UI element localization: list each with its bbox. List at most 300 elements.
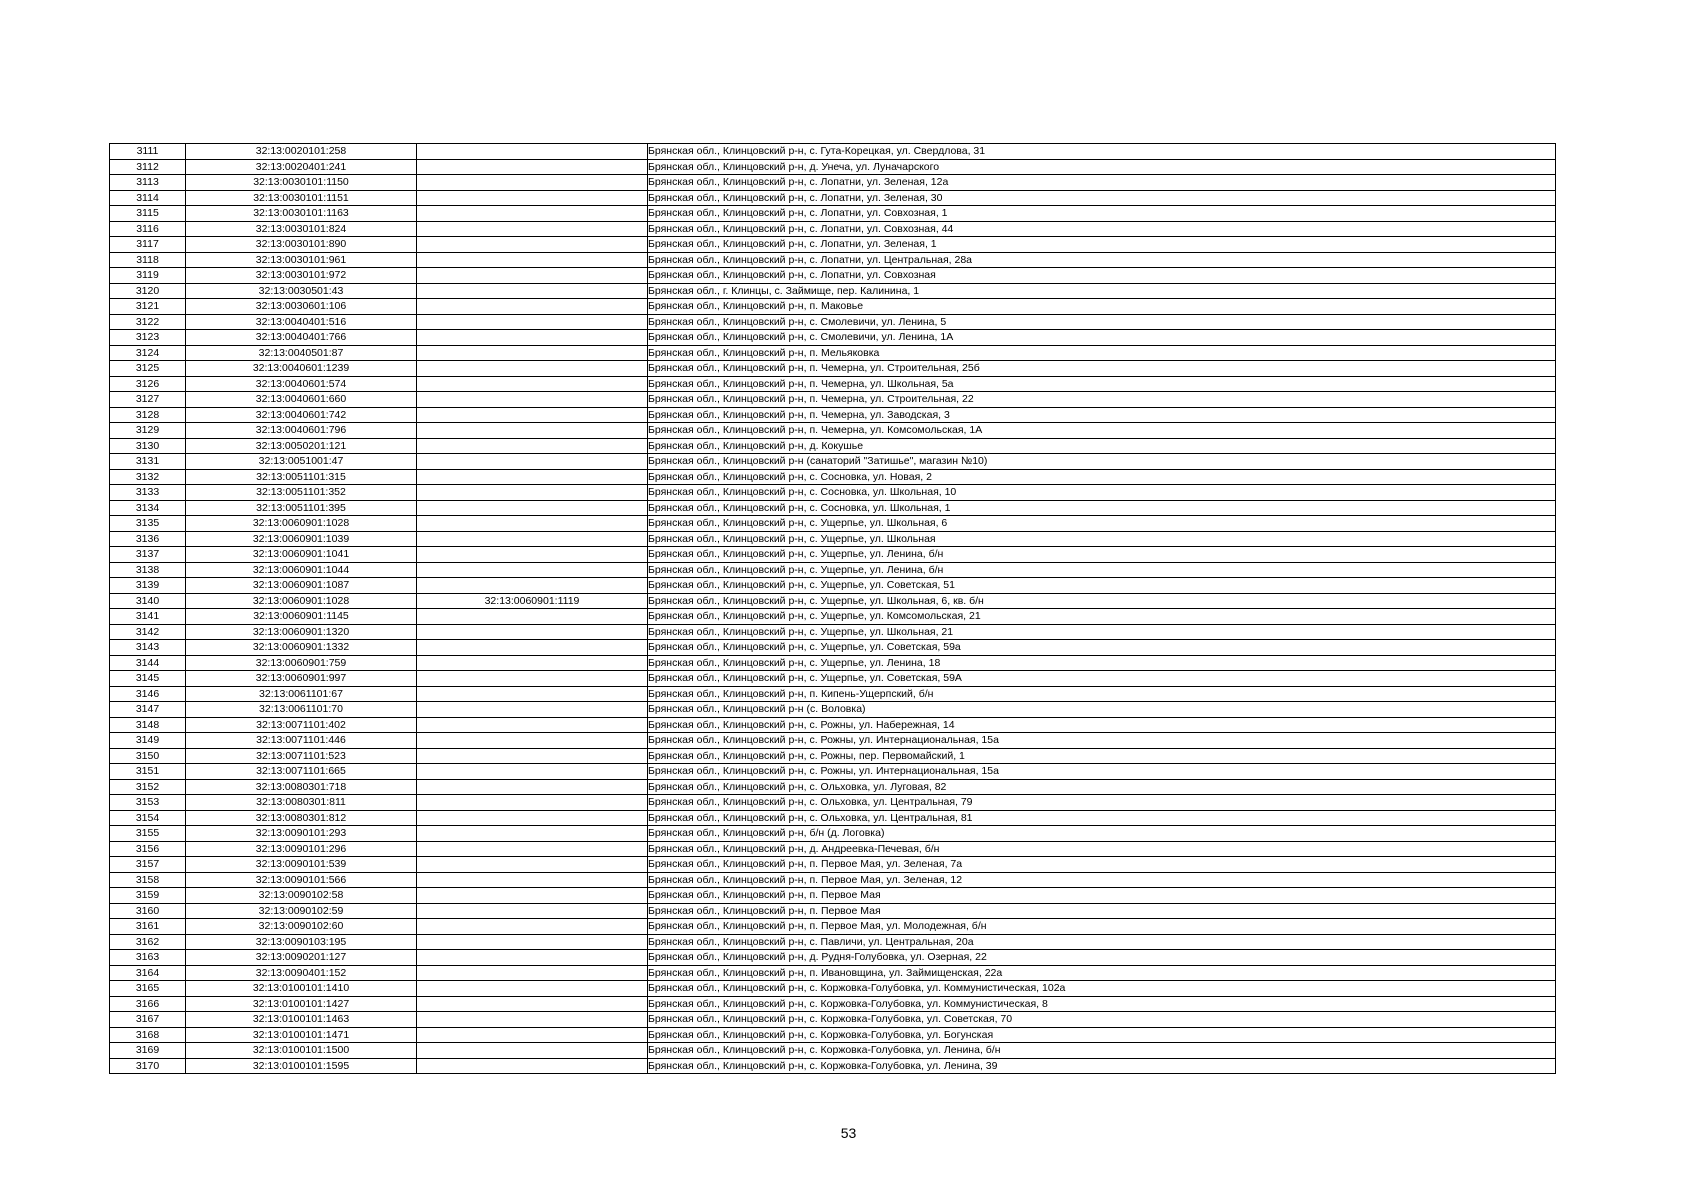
address-cell: Брянская обл., Клинцовский р-н, п. Кипень-Ущерпский, б/н [648, 686, 1556, 702]
row-number-cell: 3115 [110, 206, 186, 222]
address-cell: Брянская обл., Клинцовский р-н, п. Чемерна, ул. Заводская, 3 [648, 407, 1556, 423]
row-number-cell: 3139 [110, 578, 186, 594]
linked-cadastral-number-cell [417, 392, 648, 408]
address-cell: Брянская обл., Клинцовский р-н, д. Андреевка-Печевая, б/н [648, 841, 1556, 857]
row-number-cell: 3113 [110, 175, 186, 191]
row-number-cell: 3158 [110, 872, 186, 888]
cadastral-number-cell: 32:13:0061101:70 [186, 702, 417, 718]
linked-cadastral-number-cell [417, 159, 648, 175]
cadastral-number-cell: 32:13:0040601:574 [186, 376, 417, 392]
linked-cadastral-number-cell [417, 361, 648, 377]
cadastral-number-cell: 32:13:0060901:1028 [186, 593, 417, 609]
table-row [110, 547, 1556, 563]
cadastral-number-cell: 32:13:0090101:566 [186, 872, 417, 888]
linked-cadastral-number-cell [417, 485, 648, 501]
linked-cadastral-number-cell [417, 841, 648, 857]
table-row [110, 531, 1556, 547]
linked-cadastral-number-cell [417, 764, 648, 780]
row-number-cell: 3128 [110, 407, 186, 423]
address-cell: Брянская обл., Клинцовский р-н, с. Сосновка, ул. Школьная, 1 [648, 500, 1556, 516]
address-cell: Брянская обл., Клинцовский р-н, с. Лопатни, ул. Центральная, 28а [648, 252, 1556, 268]
table-row [110, 795, 1556, 811]
cadastral-number-cell: 32:13:0020101:258 [186, 144, 417, 160]
linked-cadastral-number-cell [417, 407, 648, 423]
table-row [110, 283, 1556, 299]
address-cell: Брянская обл., Клинцовский р-н, д. Унеча, ул. Луначарского [648, 159, 1556, 175]
cadastral-number-cell: 32:13:0051101:395 [186, 500, 417, 516]
table-row [110, 454, 1556, 470]
cadastral-number-cell: 32:13:0090101:539 [186, 857, 417, 873]
address-cell: Брянская обл., Клинцовский р-н, с. Ущерпье, ул. Школьная, 6 [648, 516, 1556, 532]
row-number-cell: 3148 [110, 717, 186, 733]
cadastral-number-cell: 32:13:0030101:1151 [186, 190, 417, 206]
table-row [110, 934, 1556, 950]
table-row [110, 299, 1556, 315]
row-number-cell: 3145 [110, 671, 186, 687]
address-cell: Брянская обл., Клинцовский р-н (санаторий "Затишье", магазин №10) [648, 454, 1556, 470]
table-row [110, 423, 1556, 439]
table-row [110, 640, 1556, 656]
linked-cadastral-number-cell [417, 609, 648, 625]
table-row [110, 1058, 1556, 1074]
linked-cadastral-number-cell [417, 826, 648, 842]
cadastral-number-cell: 32:13:0030101:972 [186, 268, 417, 284]
table-row [110, 206, 1556, 222]
linked-cadastral-number-cell [417, 237, 648, 253]
table-row [110, 655, 1556, 671]
table-row [110, 237, 1556, 253]
row-number-cell: 3117 [110, 237, 186, 253]
cadastral-number-cell: 32:13:0090101:296 [186, 841, 417, 857]
table-row [110, 392, 1556, 408]
address-cell: Брянская обл., Клинцовский р-н, п. Чемерна, ул. Комсомольская, 1А [648, 423, 1556, 439]
address-cell: Брянская обл., Клинцовский р-н, с. Павличи, ул. Центральная, 20а [648, 934, 1556, 950]
table-row [110, 702, 1556, 718]
address-cell: Брянская обл., г. Клинцы, с. Займище, пер. Калинина, 1 [648, 283, 1556, 299]
table-row [110, 593, 1556, 609]
row-number-cell: 3170 [110, 1058, 186, 1074]
address-cell: Брянская обл., Клинцовский р-н, с. Лопатни, ул. Совхозная [648, 268, 1556, 284]
linked-cadastral-number-cell [417, 1058, 648, 1074]
row-number-cell: 3132 [110, 469, 186, 485]
cadastral-number-cell: 32:13:0030601:106 [186, 299, 417, 315]
address-cell: Брянская обл., Клинцовский р-н, с. Ущерпье, ул. Ленина, б/н [648, 547, 1556, 563]
table-row [110, 779, 1556, 795]
table-row [110, 314, 1556, 330]
cadastral-number-cell: 32:13:0030101:961 [186, 252, 417, 268]
row-number-cell: 3142 [110, 624, 186, 640]
row-number-cell: 3130 [110, 438, 186, 454]
cadastral-number-cell: 32:13:0071101:402 [186, 717, 417, 733]
row-number-cell: 3156 [110, 841, 186, 857]
linked-cadastral-number-cell [417, 500, 648, 516]
cadastral-number-cell: 32:13:0100101:1463 [186, 1012, 417, 1028]
linked-cadastral-number-cell: 32:13:0060901:1119 [417, 593, 648, 609]
linked-cadastral-number-cell [417, 1012, 648, 1028]
table-row [110, 500, 1556, 516]
address-cell: Брянская обл., Клинцовский р-н, с. Ущерпье, ул. Комсомольская, 21 [648, 609, 1556, 625]
address-cell: Брянская обл., Клинцовский р-н, с. Ущерпье, ул. Ленина, б/н [648, 562, 1556, 578]
address-cell: Брянская обл., Клинцовский р-н, с. Рожны, ул. Интернациональная, 15а [648, 733, 1556, 749]
address-cell: Брянская обл., Клинцовский р-н, с. Смолевичи, ул. Ленина, 5 [648, 314, 1556, 330]
row-number-cell: 3166 [110, 996, 186, 1012]
linked-cadastral-number-cell [417, 965, 648, 981]
row-number-cell: 3149 [110, 733, 186, 749]
address-cell: Брянская обл., Клинцовский р-н, п. Чемерна, ул. Школьная, 5а [648, 376, 1556, 392]
page-number: 53 [840, 1125, 857, 1141]
linked-cadastral-number-cell [417, 454, 648, 470]
table-row [110, 996, 1556, 1012]
table-row [110, 516, 1556, 532]
linked-cadastral-number-cell [417, 795, 648, 811]
linked-cadastral-number-cell [417, 779, 648, 795]
table-row [110, 221, 1556, 237]
cadastral-number-cell: 32:13:0060901:1041 [186, 547, 417, 563]
linked-cadastral-number-cell [417, 190, 648, 206]
linked-cadastral-number-cell [417, 206, 648, 222]
row-number-cell: 3167 [110, 1012, 186, 1028]
row-number-cell: 3162 [110, 934, 186, 950]
row-number-cell: 3124 [110, 345, 186, 361]
address-cell: Брянская обл., Клинцовский р-н, с. Сосновка, ул. Школьная, 10 [648, 485, 1556, 501]
row-number-cell: 3136 [110, 531, 186, 547]
row-number-cell: 3125 [110, 361, 186, 377]
table-row [110, 485, 1556, 501]
address-cell: Брянская обл., Клинцовский р-н, с. Ущерпье, ул. Советская, 51 [648, 578, 1556, 594]
table-row [110, 376, 1556, 392]
cadastral-number-cell: 32:13:0090101:293 [186, 826, 417, 842]
row-number-cell: 3163 [110, 950, 186, 966]
linked-cadastral-number-cell [417, 283, 648, 299]
address-cell: Брянская обл., Клинцовский р-н, п. Первое Мая [648, 888, 1556, 904]
row-number-cell: 3116 [110, 221, 186, 237]
cadastral-number-cell: 32:13:0080301:811 [186, 795, 417, 811]
row-number-cell: 3143 [110, 640, 186, 656]
cadastral-number-cell: 32:13:0100101:1500 [186, 1043, 417, 1059]
cadastral-number-cell: 32:13:0020401:241 [186, 159, 417, 175]
cadastral-number-cell: 32:13:0040601:1239 [186, 361, 417, 377]
cadastral-number-cell: 32:13:0100101:1471 [186, 1027, 417, 1043]
linked-cadastral-number-cell [417, 624, 648, 640]
row-number-cell: 3168 [110, 1027, 186, 1043]
linked-cadastral-number-cell [417, 655, 648, 671]
table-row [110, 252, 1556, 268]
table-row [110, 1012, 1556, 1028]
linked-cadastral-number-cell [417, 144, 648, 160]
row-number-cell: 3114 [110, 190, 186, 206]
address-cell: Брянская обл., Клинцовский р-н, с. Лопатни, ул. Зеленая, 30 [648, 190, 1556, 206]
table-row [110, 578, 1556, 594]
cadastral-number-cell: 32:13:0030101:1163 [186, 206, 417, 222]
linked-cadastral-number-cell [417, 1043, 648, 1059]
linked-cadastral-number-cell [417, 640, 648, 656]
address-cell: Брянская обл., Клинцовский р-н, д. Рудня-Голубовка, ул. Озерная, 22 [648, 950, 1556, 966]
cadastral-number-cell: 32:13:0060901:1087 [186, 578, 417, 594]
linked-cadastral-number-cell [417, 578, 648, 594]
cadastral-number-cell: 32:13:0090102:59 [186, 903, 417, 919]
cadastral-number-cell: 32:13:0060901:1028 [186, 516, 417, 532]
cadastral-number-cell: 32:13:0060901:759 [186, 655, 417, 671]
row-number-cell: 3123 [110, 330, 186, 346]
registry-table-body [110, 144, 1556, 1074]
cadastral-number-cell: 32:13:0090103:195 [186, 934, 417, 950]
address-cell: Брянская обл., Клинцовский р-н, с. Коржовка-Голубовка, ул. Ленина, б/н [648, 1043, 1556, 1059]
table-row [110, 888, 1556, 904]
table-row [110, 1027, 1556, 1043]
address-cell: Брянская обл., Клинцовский р-н, с. Лопатни, ул. Совхозная, 1 [648, 206, 1556, 222]
row-number-cell: 3137 [110, 547, 186, 563]
linked-cadastral-number-cell [417, 516, 648, 532]
cadastral-number-cell: 32:13:0050201:121 [186, 438, 417, 454]
address-cell: Брянская обл., Клинцовский р-н, с. Сосновка, ул. Новая, 2 [648, 469, 1556, 485]
table-row [110, 965, 1556, 981]
row-number-cell: 3111 [110, 144, 186, 160]
row-number-cell: 3153 [110, 795, 186, 811]
table-row [110, 872, 1556, 888]
table-row [110, 857, 1556, 873]
address-cell: Брянская обл., Клинцовский р-н, с. Рожны, пер. Первомайский, 1 [648, 748, 1556, 764]
address-cell: Брянская обл., Клинцовский р-н, с. Ольховка, ул. Центральная, 81 [648, 810, 1556, 826]
row-number-cell: 3144 [110, 655, 186, 671]
cadastral-number-cell: 32:13:0090201:127 [186, 950, 417, 966]
cadastral-number-cell: 32:13:0060901:1044 [186, 562, 417, 578]
linked-cadastral-number-cell [417, 671, 648, 687]
row-number-cell: 3133 [110, 485, 186, 501]
cadastral-number-cell: 32:13:0040401:766 [186, 330, 417, 346]
table-row [110, 717, 1556, 733]
address-cell: Брянская обл., Клинцовский р-н, п. Первое Мая [648, 903, 1556, 919]
table-row [110, 1043, 1556, 1059]
linked-cadastral-number-cell [417, 562, 648, 578]
row-number-cell: 3147 [110, 702, 186, 718]
address-cell: Брянская обл., Клинцовский р-н, с. Ольховка, ул. Центральная, 79 [648, 795, 1556, 811]
cadastral-number-cell: 32:13:0090102:60 [186, 919, 417, 935]
address-cell: Брянская обл., Клинцовский р-н, с. Рожны, ул. Набережная, 14 [648, 717, 1556, 733]
cadastral-number-cell: 32:13:0061101:67 [186, 686, 417, 702]
row-number-cell: 3157 [110, 857, 186, 873]
cadastral-number-cell: 32:13:0100101:1410 [186, 981, 417, 997]
address-cell: Брянская обл., Клинцовский р-н, с. Ущерпье, ул. Школьная [648, 531, 1556, 547]
linked-cadastral-number-cell [417, 252, 648, 268]
table-row [110, 268, 1556, 284]
row-number-cell: 3112 [110, 159, 186, 175]
row-number-cell: 3146 [110, 686, 186, 702]
linked-cadastral-number-cell [417, 872, 648, 888]
row-number-cell: 3169 [110, 1043, 186, 1059]
cadastral-number-cell: 32:13:0040601:660 [186, 392, 417, 408]
row-number-cell: 3120 [110, 283, 186, 299]
table-row [110, 361, 1556, 377]
table-row [110, 810, 1556, 826]
linked-cadastral-number-cell [417, 934, 648, 950]
cadastral-number-cell: 32:13:0030501:43 [186, 283, 417, 299]
table-row [110, 686, 1556, 702]
address-cell: Брянская обл., Клинцовский р-н, с. Коржовка-Голубовка, ул. Коммунистическая, 8 [648, 996, 1556, 1012]
linked-cadastral-number-cell [417, 314, 648, 330]
address-cell: Брянская обл., Клинцовский р-н, с. Коржовка-Голубовка, ул. Богунская [648, 1027, 1556, 1043]
row-number-cell: 3129 [110, 423, 186, 439]
linked-cadastral-number-cell [417, 469, 648, 485]
table-row [110, 438, 1556, 454]
cadastral-number-cell: 32:13:0060901:1320 [186, 624, 417, 640]
linked-cadastral-number-cell [417, 531, 648, 547]
row-number-cell: 3160 [110, 903, 186, 919]
row-number-cell: 3155 [110, 826, 186, 842]
address-cell: Брянская обл., Клинцовский р-н, с. Ущерпье, ул. Ленина, 18 [648, 655, 1556, 671]
row-number-cell: 3151 [110, 764, 186, 780]
property-registry-table [109, 143, 1556, 1074]
address-cell: Брянская обл., Клинцовский р-н, с. Ольховка, ул. Луговая, 82 [648, 779, 1556, 795]
address-cell: Брянская обл., Клинцовский р-н, с. Коржовка-Голубовка, ул. Советская, 70 [648, 1012, 1556, 1028]
linked-cadastral-number-cell [417, 733, 648, 749]
row-number-cell: 3127 [110, 392, 186, 408]
row-number-cell: 3122 [110, 314, 186, 330]
table-row [110, 562, 1556, 578]
cadastral-number-cell: 32:13:0071101:523 [186, 748, 417, 764]
linked-cadastral-number-cell [417, 423, 648, 439]
cadastral-number-cell: 32:13:0060901:1145 [186, 609, 417, 625]
table-row [110, 919, 1556, 935]
table-row [110, 469, 1556, 485]
row-number-cell: 3165 [110, 981, 186, 997]
row-number-cell: 3152 [110, 779, 186, 795]
row-number-cell: 3159 [110, 888, 186, 904]
table-row [110, 345, 1556, 361]
cadastral-number-cell: 32:13:0100101:1427 [186, 996, 417, 1012]
table-row [110, 748, 1556, 764]
table-row [110, 144, 1556, 160]
linked-cadastral-number-cell [417, 981, 648, 997]
row-number-cell: 3119 [110, 268, 186, 284]
cadastral-number-cell: 32:13:0051001:47 [186, 454, 417, 470]
row-number-cell: 3135 [110, 516, 186, 532]
address-cell: Брянская обл., Клинцовский р-н (с. Воловка) [648, 702, 1556, 718]
row-number-cell: 3131 [110, 454, 186, 470]
row-number-cell: 3118 [110, 252, 186, 268]
row-number-cell: 3161 [110, 919, 186, 935]
cadastral-number-cell: 32:13:0030101:824 [186, 221, 417, 237]
cadastral-number-cell: 32:13:0051101:315 [186, 469, 417, 485]
cadastral-number-cell: 32:13:0080301:718 [186, 779, 417, 795]
linked-cadastral-number-cell [417, 996, 648, 1012]
address-cell: Брянская обл., Клинцовский р-н, с. Ущерпье, ул. Советская, 59а [648, 640, 1556, 656]
address-cell: Брянская обл., Клинцовский р-н, п. Первое Мая, ул. Молодежная, б/н [648, 919, 1556, 935]
cadastral-number-cell: 32:13:0030101:890 [186, 237, 417, 253]
table-row [110, 764, 1556, 780]
table-row [110, 624, 1556, 640]
address-cell: Брянская обл., Клинцовский р-н, с. Лопатни, ул. Зеленая, 12а [648, 175, 1556, 191]
row-number-cell: 3141 [110, 609, 186, 625]
table-row [110, 981, 1556, 997]
linked-cadastral-number-cell [417, 888, 648, 904]
table-row [110, 903, 1556, 919]
address-cell: Брянская обл., Клинцовский р-н, п. Первое Мая, ул. Зеленая, 7а [648, 857, 1556, 873]
row-number-cell: 3154 [110, 810, 186, 826]
cadastral-number-cell: 32:13:0090401:152 [186, 965, 417, 981]
table-row [110, 733, 1556, 749]
linked-cadastral-number-cell [417, 1027, 648, 1043]
table-row [110, 671, 1556, 687]
linked-cadastral-number-cell [417, 175, 648, 191]
linked-cadastral-number-cell [417, 903, 648, 919]
cadastral-number-cell: 32:13:0040501:87 [186, 345, 417, 361]
linked-cadastral-number-cell [417, 950, 648, 966]
address-cell: Брянская обл., Клинцовский р-н, с. Лопатни, ул. Совхозная, 44 [648, 221, 1556, 237]
cadastral-number-cell: 32:13:0040601:796 [186, 423, 417, 439]
address-cell: Брянская обл., Клинцовский р-н, с. Рожны, ул. Интернациональная, 15а [648, 764, 1556, 780]
row-number-cell: 3121 [110, 299, 186, 315]
address-cell: Брянская обл., Клинцовский р-н, п. Первое Мая, ул. Зеленая, 12 [648, 872, 1556, 888]
linked-cadastral-number-cell [417, 857, 648, 873]
cadastral-number-cell: 32:13:0030101:1150 [186, 175, 417, 191]
address-cell: Брянская обл., Клинцовский р-н, п. Маковье [648, 299, 1556, 315]
address-cell: Брянская обл., Клинцовский р-н, с. Лопатни, ул. Зеленая, 1 [648, 237, 1556, 253]
cadastral-number-cell: 32:13:0060901:997 [186, 671, 417, 687]
row-number-cell: 3134 [110, 500, 186, 516]
linked-cadastral-number-cell [417, 547, 648, 563]
table-row [110, 407, 1556, 423]
linked-cadastral-number-cell [417, 438, 648, 454]
linked-cadastral-number-cell [417, 919, 648, 935]
address-cell: Брянская обл., Клинцовский р-н, с. Коржовка-Голубовка, ул. Коммунистическая, 102а [648, 981, 1556, 997]
address-cell: Брянская обл., Клинцовский р-н, с. Гута-Корецкая, ул. Свердлова, 31 [648, 144, 1556, 160]
cadastral-number-cell: 32:13:0071101:446 [186, 733, 417, 749]
table-row [110, 159, 1556, 175]
linked-cadastral-number-cell [417, 376, 648, 392]
address-cell: Брянская обл., Клинцовский р-н, п. Мельяковка [648, 345, 1556, 361]
cadastral-number-cell: 32:13:0090102:58 [186, 888, 417, 904]
address-cell: Брянская обл., Клинцовский р-н, с. Смолевичи, ул. Ленина, 1А [648, 330, 1556, 346]
row-number-cell: 3150 [110, 748, 186, 764]
table-row [110, 950, 1556, 966]
table-row [110, 609, 1556, 625]
cadastral-number-cell: 32:13:0060901:1039 [186, 531, 417, 547]
linked-cadastral-number-cell [417, 345, 648, 361]
address-cell: Брянская обл., Клинцовский р-н, б/н (д. Логовка) [648, 826, 1556, 842]
table-row [110, 826, 1556, 842]
cadastral-number-cell: 32:13:0100101:1595 [186, 1058, 417, 1074]
cadastral-number-cell: 32:13:0060901:1332 [186, 640, 417, 656]
table-row [110, 175, 1556, 191]
linked-cadastral-number-cell [417, 748, 648, 764]
address-cell: Брянская обл., Клинцовский р-н, с. Ущерпье, ул. Советская, 59А [648, 671, 1556, 687]
cadastral-number-cell: 32:13:0040401:516 [186, 314, 417, 330]
address-cell: Брянская обл., Клинцовский р-н, д. Кокушье [648, 438, 1556, 454]
linked-cadastral-number-cell [417, 702, 648, 718]
linked-cadastral-number-cell [417, 221, 648, 237]
address-cell: Брянская обл., Клинцовский р-н, п. Чемерна, ул. Строительная, 22 [648, 392, 1556, 408]
cadastral-number-cell: 32:13:0040601:742 [186, 407, 417, 423]
table-row [110, 841, 1556, 857]
cadastral-number-cell: 32:13:0080301:812 [186, 810, 417, 826]
address-cell: Брянская обл., Клинцовский р-н, п. Ивановщина, ул. Займищенская, 22а [648, 965, 1556, 981]
linked-cadastral-number-cell [417, 268, 648, 284]
linked-cadastral-number-cell [417, 717, 648, 733]
row-number-cell: 3126 [110, 376, 186, 392]
linked-cadastral-number-cell [417, 299, 648, 315]
linked-cadastral-number-cell [417, 686, 648, 702]
table-row [110, 330, 1556, 346]
row-number-cell: 3164 [110, 965, 186, 981]
linked-cadastral-number-cell [417, 810, 648, 826]
address-cell: Брянская обл., Клинцовский р-н, с. Коржовка-Голубовка, ул. Ленина, 39 [648, 1058, 1556, 1074]
address-cell: Брянская обл., Клинцовский р-н, с. Ущерпье, ул. Школьная, 6, кв. б/н [648, 593, 1556, 609]
table-row [110, 190, 1556, 206]
address-cell: Брянская обл., Клинцовский р-н, п. Чемерна, ул. Строительная, 25б [648, 361, 1556, 377]
cadastral-number-cell: 32:13:0051101:352 [186, 485, 417, 501]
row-number-cell: 3140 [110, 593, 186, 609]
address-cell: Брянская обл., Клинцовский р-н, с. Ущерпье, ул. Школьная, 21 [648, 624, 1556, 640]
